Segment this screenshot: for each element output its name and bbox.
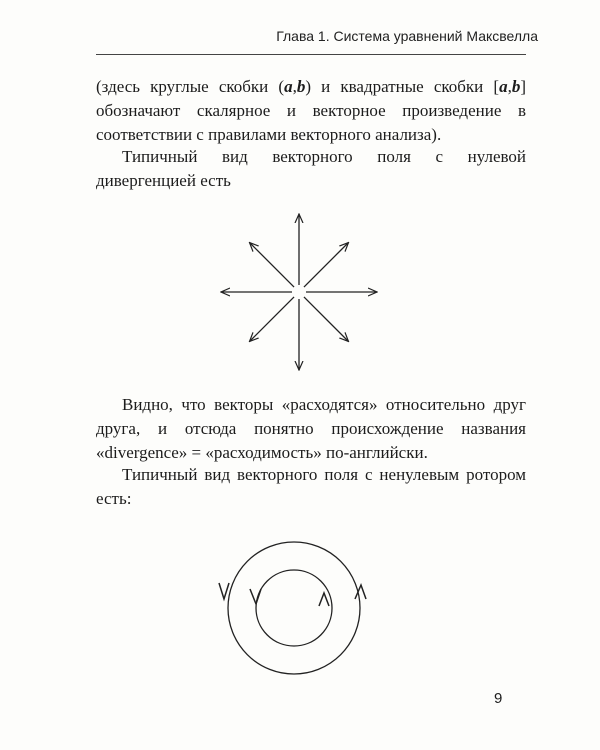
curl-field-figure <box>212 537 372 679</box>
radial-arrow <box>304 243 349 288</box>
text-run: (здесь круглые скобки ( <box>96 77 285 96</box>
concentric-circles-icon <box>219 542 366 674</box>
vector-b: b <box>296 77 306 96</box>
radial-arrow <box>250 297 295 342</box>
inner-circle <box>256 570 332 646</box>
text-run: , <box>507 77 512 96</box>
outer-left-arrowhead <box>219 583 229 599</box>
vector-a: a <box>499 77 508 96</box>
text-run: ) и квадратные скобки [ <box>305 77 500 96</box>
radial-arrow <box>250 243 295 288</box>
text-run: , <box>292 77 297 96</box>
paragraph-curl-intro: Типичный вид векторного поля с ненулевым ротором есть: <box>96 465 526 508</box>
text-run: ] обозначают скалярное и векторное произведение в соответствии с правилами векторного анализа). <box>96 77 526 144</box>
header-rule <box>96 54 526 55</box>
paragraph-divergence-intro: Типичный вид векторного поля с нулевой дивергенцией есть <box>96 147 526 190</box>
inner-right-arrowhead <box>319 593 329 606</box>
radial-arrows-icon <box>221 214 377 370</box>
paragraph-divergence-explanation: Видно, что векторы «расходятся» относительно друг друга, и отсюда понятно происхождение названия «divergence» = «расходимость» по-английски. <box>96 395 526 462</box>
vector-b: b <box>511 77 521 96</box>
outer-circle <box>228 542 360 674</box>
radial-arrow <box>304 297 349 342</box>
running-header: Глава 1. Система уравнений Максвелла <box>276 28 538 44</box>
page-number: 9 <box>494 690 503 707</box>
vector-a: a <box>284 77 293 96</box>
paragraph-brackets-note <box>96 75 526 147</box>
divergence-field-figure <box>216 212 382 372</box>
